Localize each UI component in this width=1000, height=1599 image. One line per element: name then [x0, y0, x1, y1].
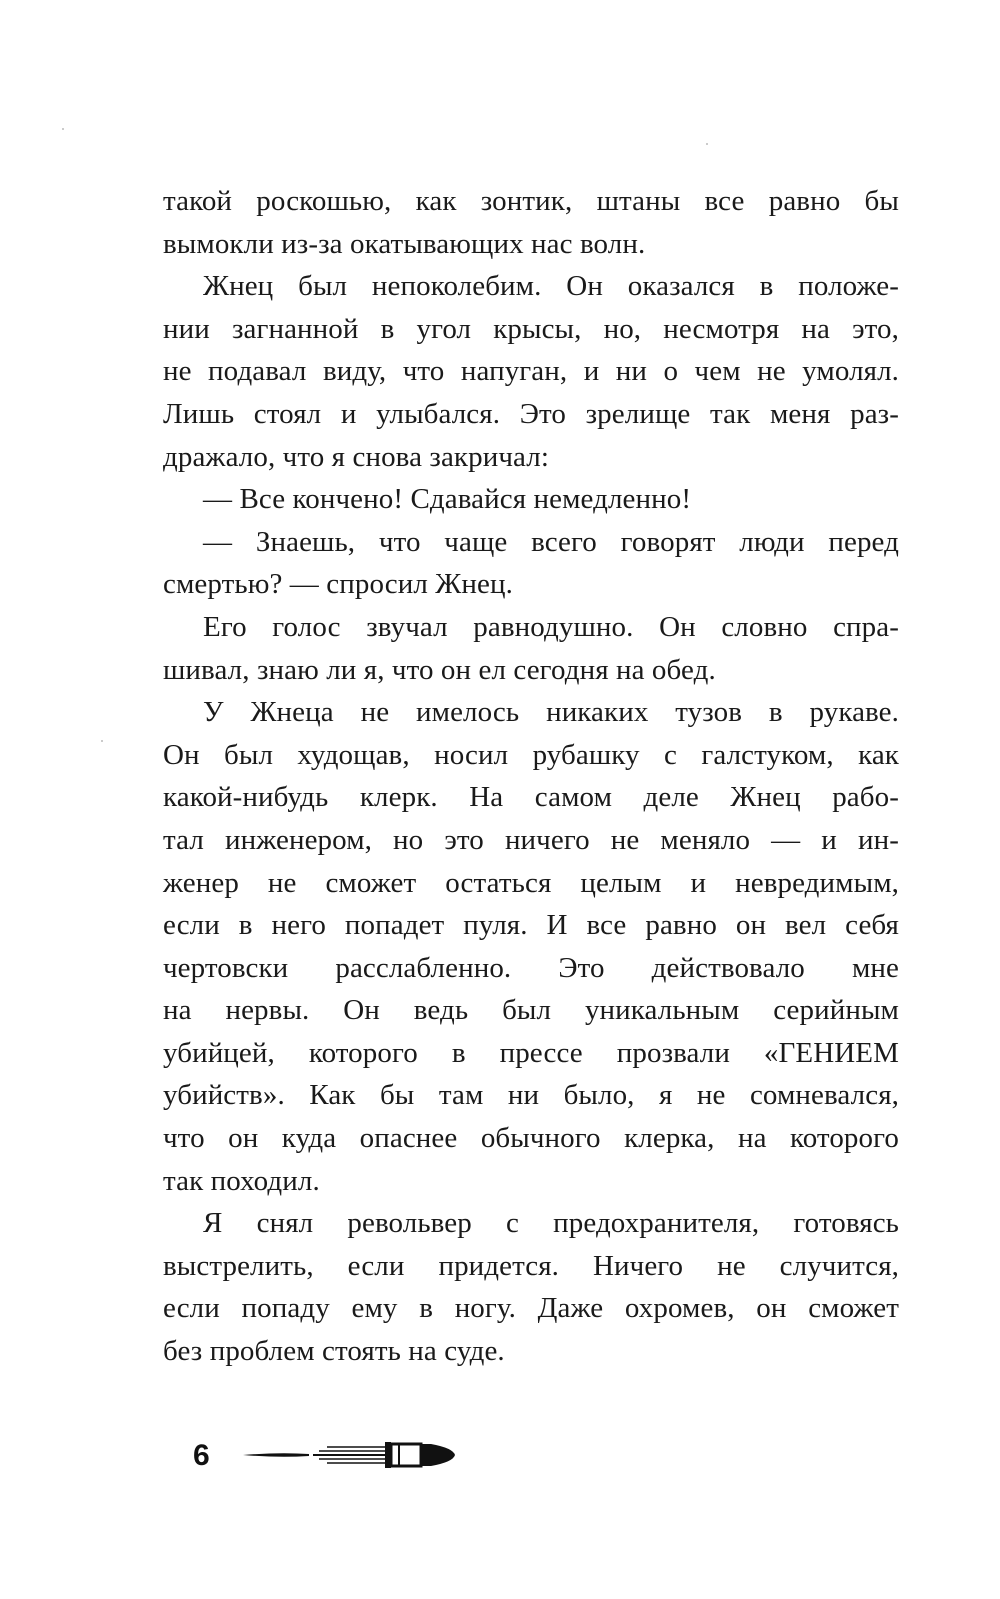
text-line: что он куда опаснее обычного клерка, на которого — [163, 1122, 899, 1155]
text-line: без проблем стоять на суде. — [163, 1335, 505, 1368]
text-line: — Знаешь, что чаще всего говорят люди перед — [203, 525, 899, 558]
text-line: женер не сможет остаться целым и невредимым, — [163, 866, 899, 899]
text-line: чертовски расслабленно. Это действовало мне — [163, 951, 899, 984]
bullet-icon — [239, 1434, 459, 1479]
text-line: Я снял револьвер с предохранителя, готовясь — [203, 1207, 899, 1240]
text-line: убийств». Как бы там ни было, я не сомневался, — [163, 1079, 899, 1112]
text-line: шивал, знаю ли я, что он ел сегодня на обед. — [163, 653, 716, 686]
text-line: если попаду ему в ногу. Даже охромев, он сможет — [163, 1292, 899, 1325]
text-line: так походил. — [163, 1164, 320, 1197]
text-line: Жнец был непоколебим. Он оказался в положе- — [203, 270, 899, 303]
text-line: выстрелить, если придется. Ничего не случится, — [163, 1249, 899, 1282]
text-line: Лишь стоял и улыбался. Это зрелище так меня раз- — [163, 397, 899, 430]
text-line: тал инженером, но это ничего не меняло — и ин- — [163, 823, 899, 856]
text-line: какой-нибудь клерк. На самом деле Жнец рабо- — [163, 781, 899, 814]
text-line: нии загнанной в угол крысы, но, несмотря на это, — [163, 312, 899, 345]
page-footer — [193, 1432, 459, 1480]
page-number: 6 — [193, 1439, 210, 1472]
paper-speck — [101, 740, 103, 742]
text-line: вымокли из-за окатывающих нас волн. — [163, 227, 646, 260]
text-line: Его голос звучал равнодушно. Он словно спра- — [203, 610, 899, 643]
text-line: У Жнеца не имелось никаких тузов в рукаве. — [203, 696, 899, 729]
paper-speck — [62, 128, 64, 130]
text-line: убийцей, которого в прессе прозвали «ГЕНИЕМ — [163, 1036, 899, 1069]
text-line: — Все кончено! Сдавайся немедленно! — [203, 483, 692, 516]
text-line: Он был худощав, носил рубашку с галстуком, как — [163, 738, 899, 771]
text-line: если в него попадет пуля. И все равно он вел себя — [163, 909, 899, 942]
text-line: не подавал виду, что напуган, и ни о чем не умолял. — [163, 355, 899, 388]
text-line: такой роскошью, как зонтик, штаны все равно бы — [163, 185, 899, 217]
page-body — [163, 180, 899, 1373]
text-line: смертью? — спросил Жнец. — [163, 568, 513, 601]
text-line: дражало, что я снова закричал: — [163, 440, 549, 473]
paper-speck — [706, 143, 708, 145]
text-line: на нервы. Он ведь был уникальным серийным — [163, 994, 899, 1027]
